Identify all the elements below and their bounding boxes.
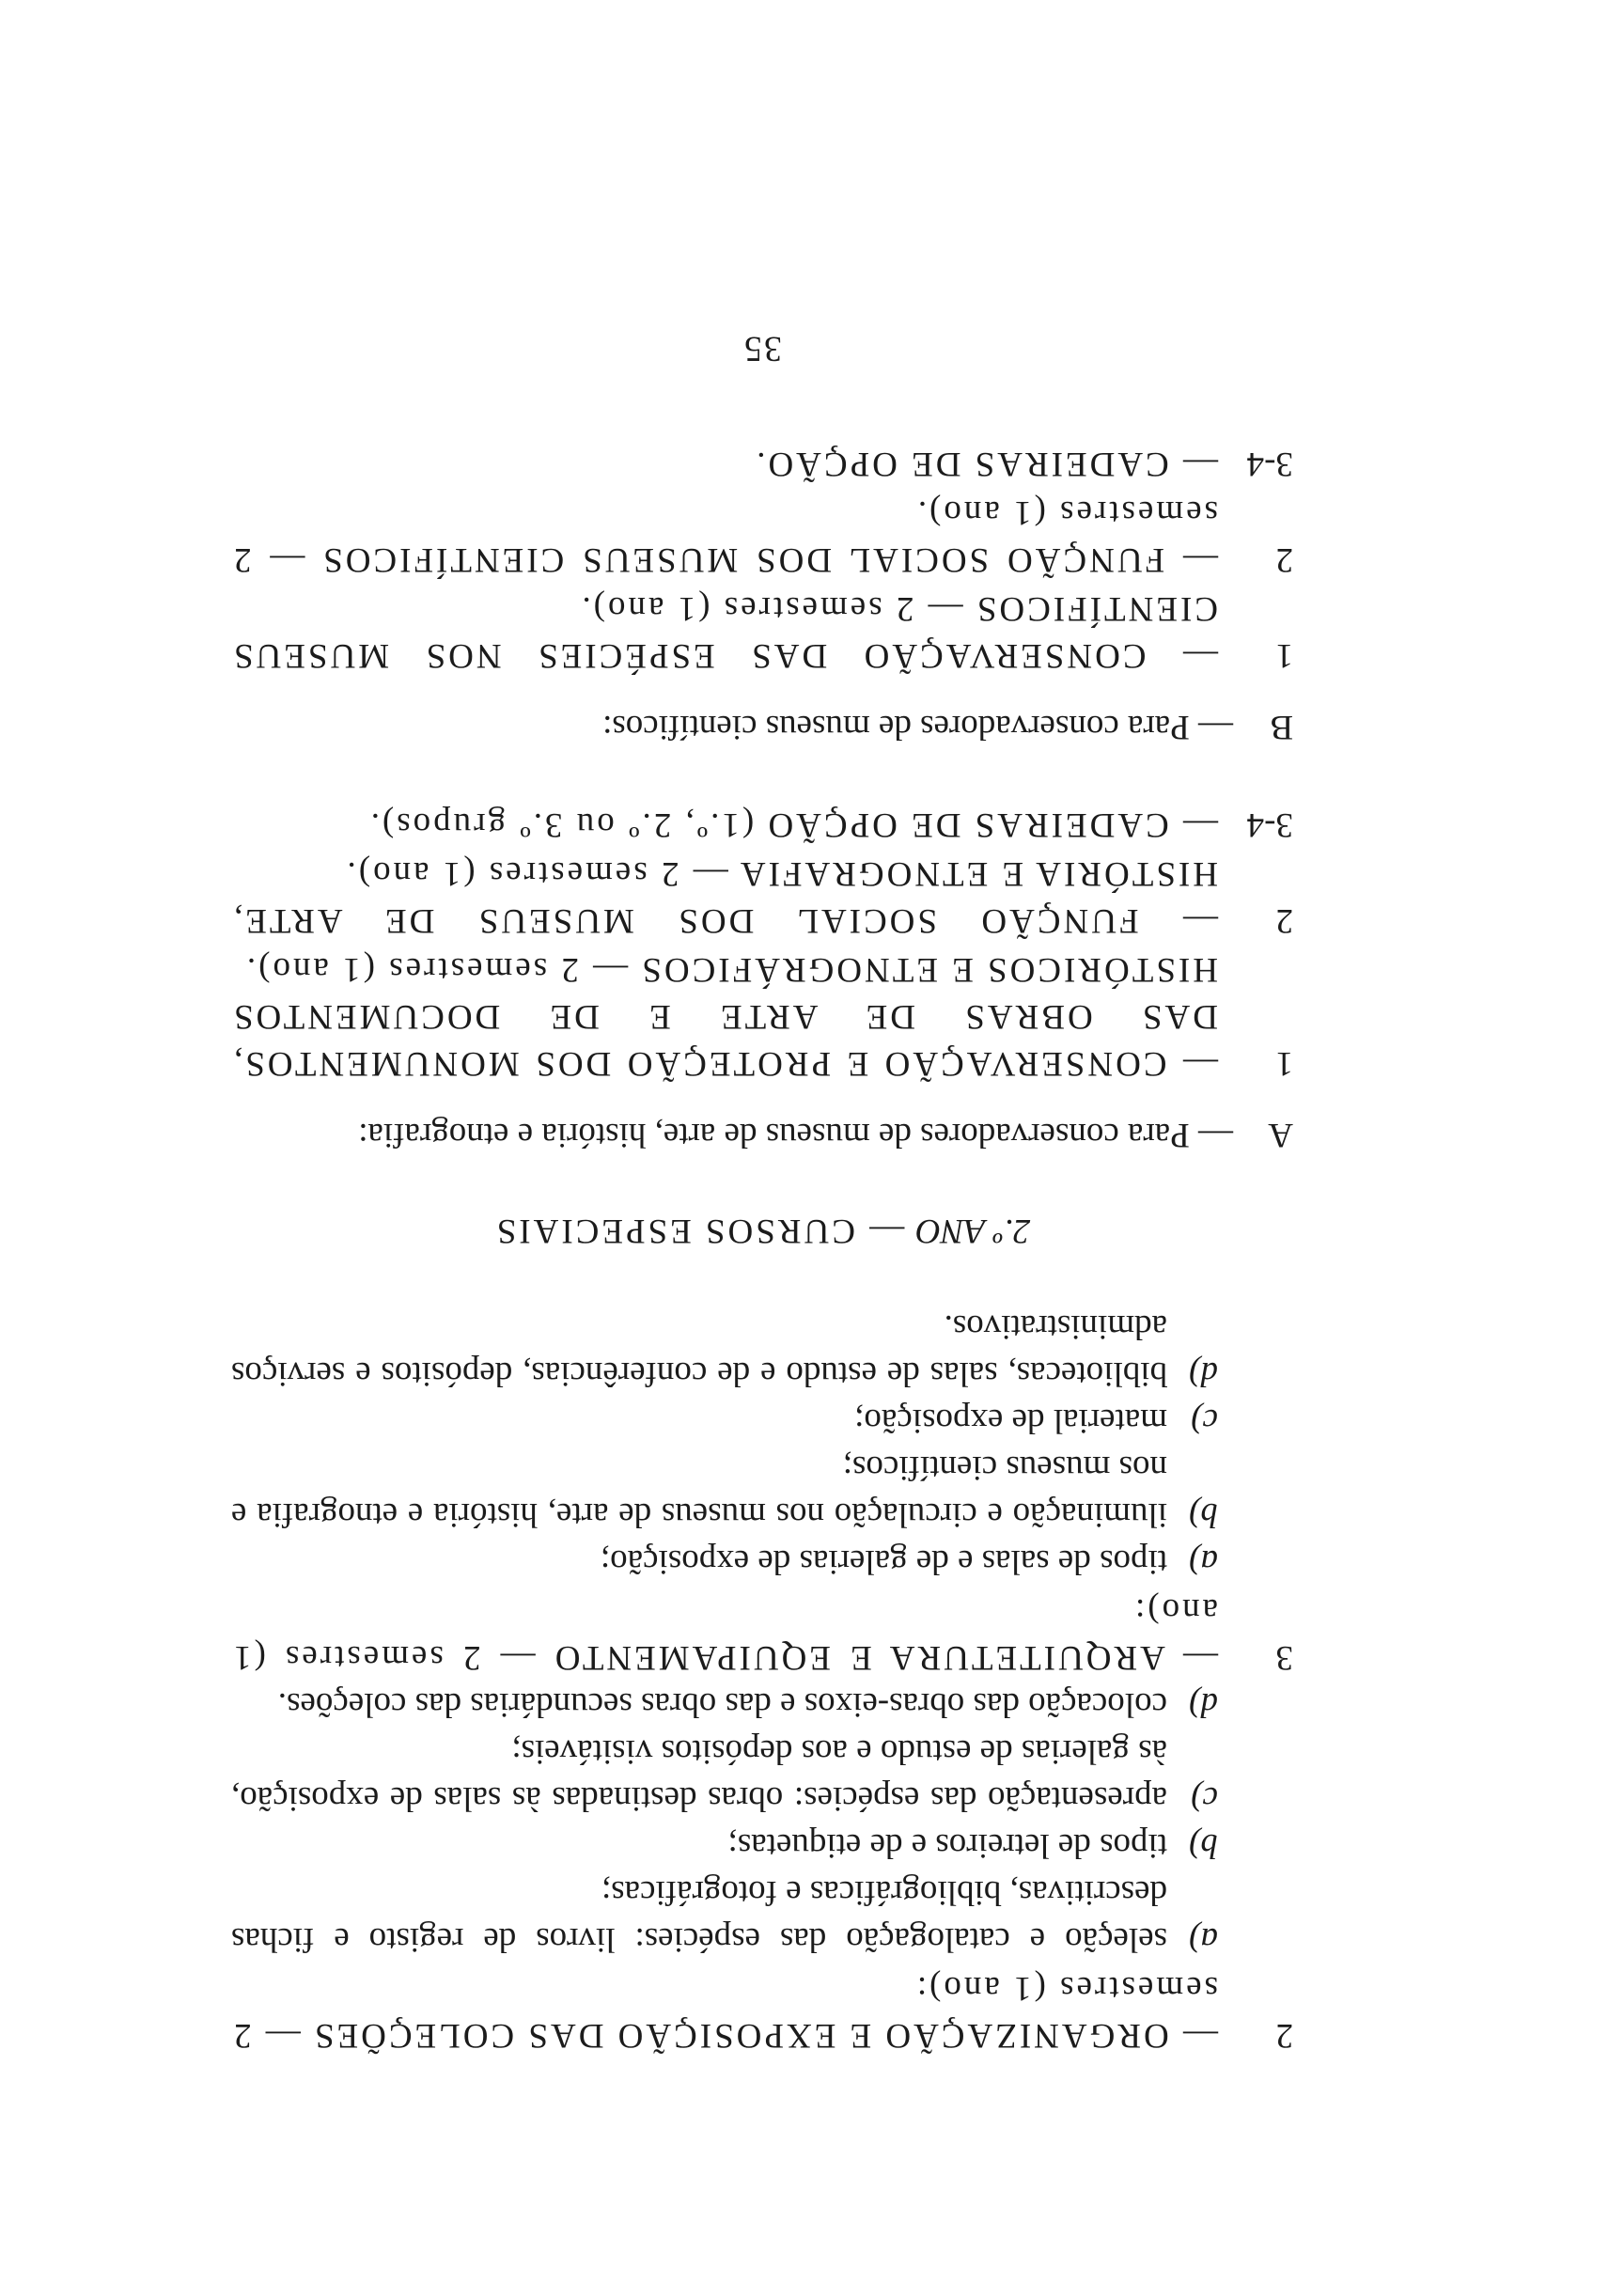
sub-item-letter: a): [1189, 1920, 1218, 1959]
item-number: 1: [1275, 1044, 1293, 1083]
item-text: — CONSERVAÇÃO E PROTEÇÃO DOS MONUMENTOS, DAS OBRAS DE ARTE E DE DOCUMENTOS HISTÓRICOS E ETNOGRÁFICOS — 2 semestres (1 ano).: [231, 950, 1218, 1083]
sub-item-text: material de exposição;: [854, 1401, 1167, 1440]
item-number: 2: [1275, 540, 1293, 579]
section-ordinal: 2.º ANO: [915, 1212, 1031, 1250]
sub-item: [231, 1444, 1218, 1538]
section-title-text: — CURSOS ESPECIAIS: [493, 1212, 916, 1250]
sub-item-text: tipos de letreiros e de etiquetas;: [727, 1826, 1167, 1865]
numbered-item: [231, 585, 1293, 679]
spacer: [231, 1254, 1293, 1303]
sub-item-text: apresentação das espécies: obras destinadas às salas de exposição, às galerias de estudo e aos depósitos visitáveis;: [231, 1732, 1167, 1818]
item-text: — CONSERVAÇÃO DAS ESPÉCIES NOS MUSEUS CIENTÍFICOS — 2 semestres (1 ano).: [231, 589, 1218, 675]
numbered-item: [231, 801, 1293, 848]
page-number: 35: [742, 329, 782, 368]
sub-item-letter: a): [1189, 1542, 1218, 1581]
item-number: 1: [1275, 636, 1293, 675]
item-text: — ARQUITETURA E EQUIPAMENTO — 2 semestres (1 ano):: [231, 1591, 1218, 1677]
item-number: 2: [1275, 2016, 1293, 2055]
sub-item-letter: c): [1191, 1401, 1218, 1440]
item-number: 3-4: [1246, 806, 1293, 844]
group-intro: [231, 1111, 1293, 1158]
numbered-item: [231, 489, 1293, 583]
spacer: [231, 1158, 1293, 1207]
sub-item: [231, 1822, 1218, 1869]
numbered-item: [231, 1587, 1293, 1681]
section-title: [231, 1207, 1293, 1254]
sub-item-letter: d): [1189, 1354, 1218, 1393]
spacer: [231, 750, 1293, 799]
item-text: — CADEIRAS DE OPÇÃO.: [754, 445, 1218, 483]
sub-item: [231, 1681, 1218, 1728]
numbered-item: [231, 440, 1293, 487]
numbered-item: [231, 1964, 1293, 2058]
sub-item-text: seleção e catalogação das espécies: livros de registo e fichas descritivas, bibliográficas e fotográficas;: [231, 1873, 1167, 1959]
spacer: [231, 679, 1293, 703]
sub-item-letter: c): [1191, 1779, 1218, 1818]
group-text: — Para conservadores de museus científicos:: [602, 708, 1233, 746]
group-intro: [231, 703, 1293, 750]
group-letter: B: [1270, 708, 1293, 746]
group-text: — Para conservadores de museus de arte, história e etnografia:: [358, 1116, 1233, 1154]
spacer: [231, 1087, 1293, 1111]
sub-item-letter: d): [1189, 1685, 1218, 1724]
sub-item-text: bibliotecas, salas de estudo e de conferências, depósitos e serviços administrativos.: [231, 1307, 1167, 1393]
sub-item: [231, 1303, 1218, 1397]
group-letter: A: [1268, 1116, 1293, 1154]
sub-item-text: tipos de salas e de galerias de exposição;: [600, 1542, 1167, 1581]
sub-item: [231, 1397, 1218, 1444]
numbered-item: [231, 850, 1293, 944]
item-text: — ORGANIZAÇÃO E EXPOSIÇÃO DAS COLEÇÕES — 2 semestres (1 ano):: [230, 1969, 1218, 2055]
sub-item: [231, 1538, 1218, 1585]
item-text: — CADEIRAS DE OPÇÃO (1.º, 2.º ou 3.º grupos).: [367, 806, 1218, 844]
sub-item-letter: b): [1189, 1826, 1218, 1865]
sub-item-text: colocação das obras-eixos e das obras secundárias das coleções.: [277, 1685, 1167, 1724]
item-number: 3-4: [1246, 445, 1293, 483]
page-content: [231, 276, 1293, 2058]
item-text: — FUNÇÃO SOCIAL DOS MUSEUS CIENTÍFICOS — 2 semestres (1 ano).: [231, 493, 1218, 579]
spacer: [231, 372, 1293, 438]
sub-item: [231, 1869, 1218, 1963]
item-number: 2: [1275, 901, 1293, 940]
numbered-item: [231, 946, 1293, 1087]
sub-item-letter: b): [1189, 1495, 1218, 1534]
item-text: — FUNÇÃO SOCIAL DOS MUSEUS DE ARTE, HISTÓRIA E ETNOGRAFIA — 2 semestres (1 ano).: [231, 854, 1218, 940]
sub-item-text: iluminação e circulação nos museus de arte, história e etnografia e nos museus científicos;: [231, 1448, 1167, 1534]
item-number: 3: [1275, 1638, 1293, 1677]
sub-item: [231, 1728, 1218, 1822]
